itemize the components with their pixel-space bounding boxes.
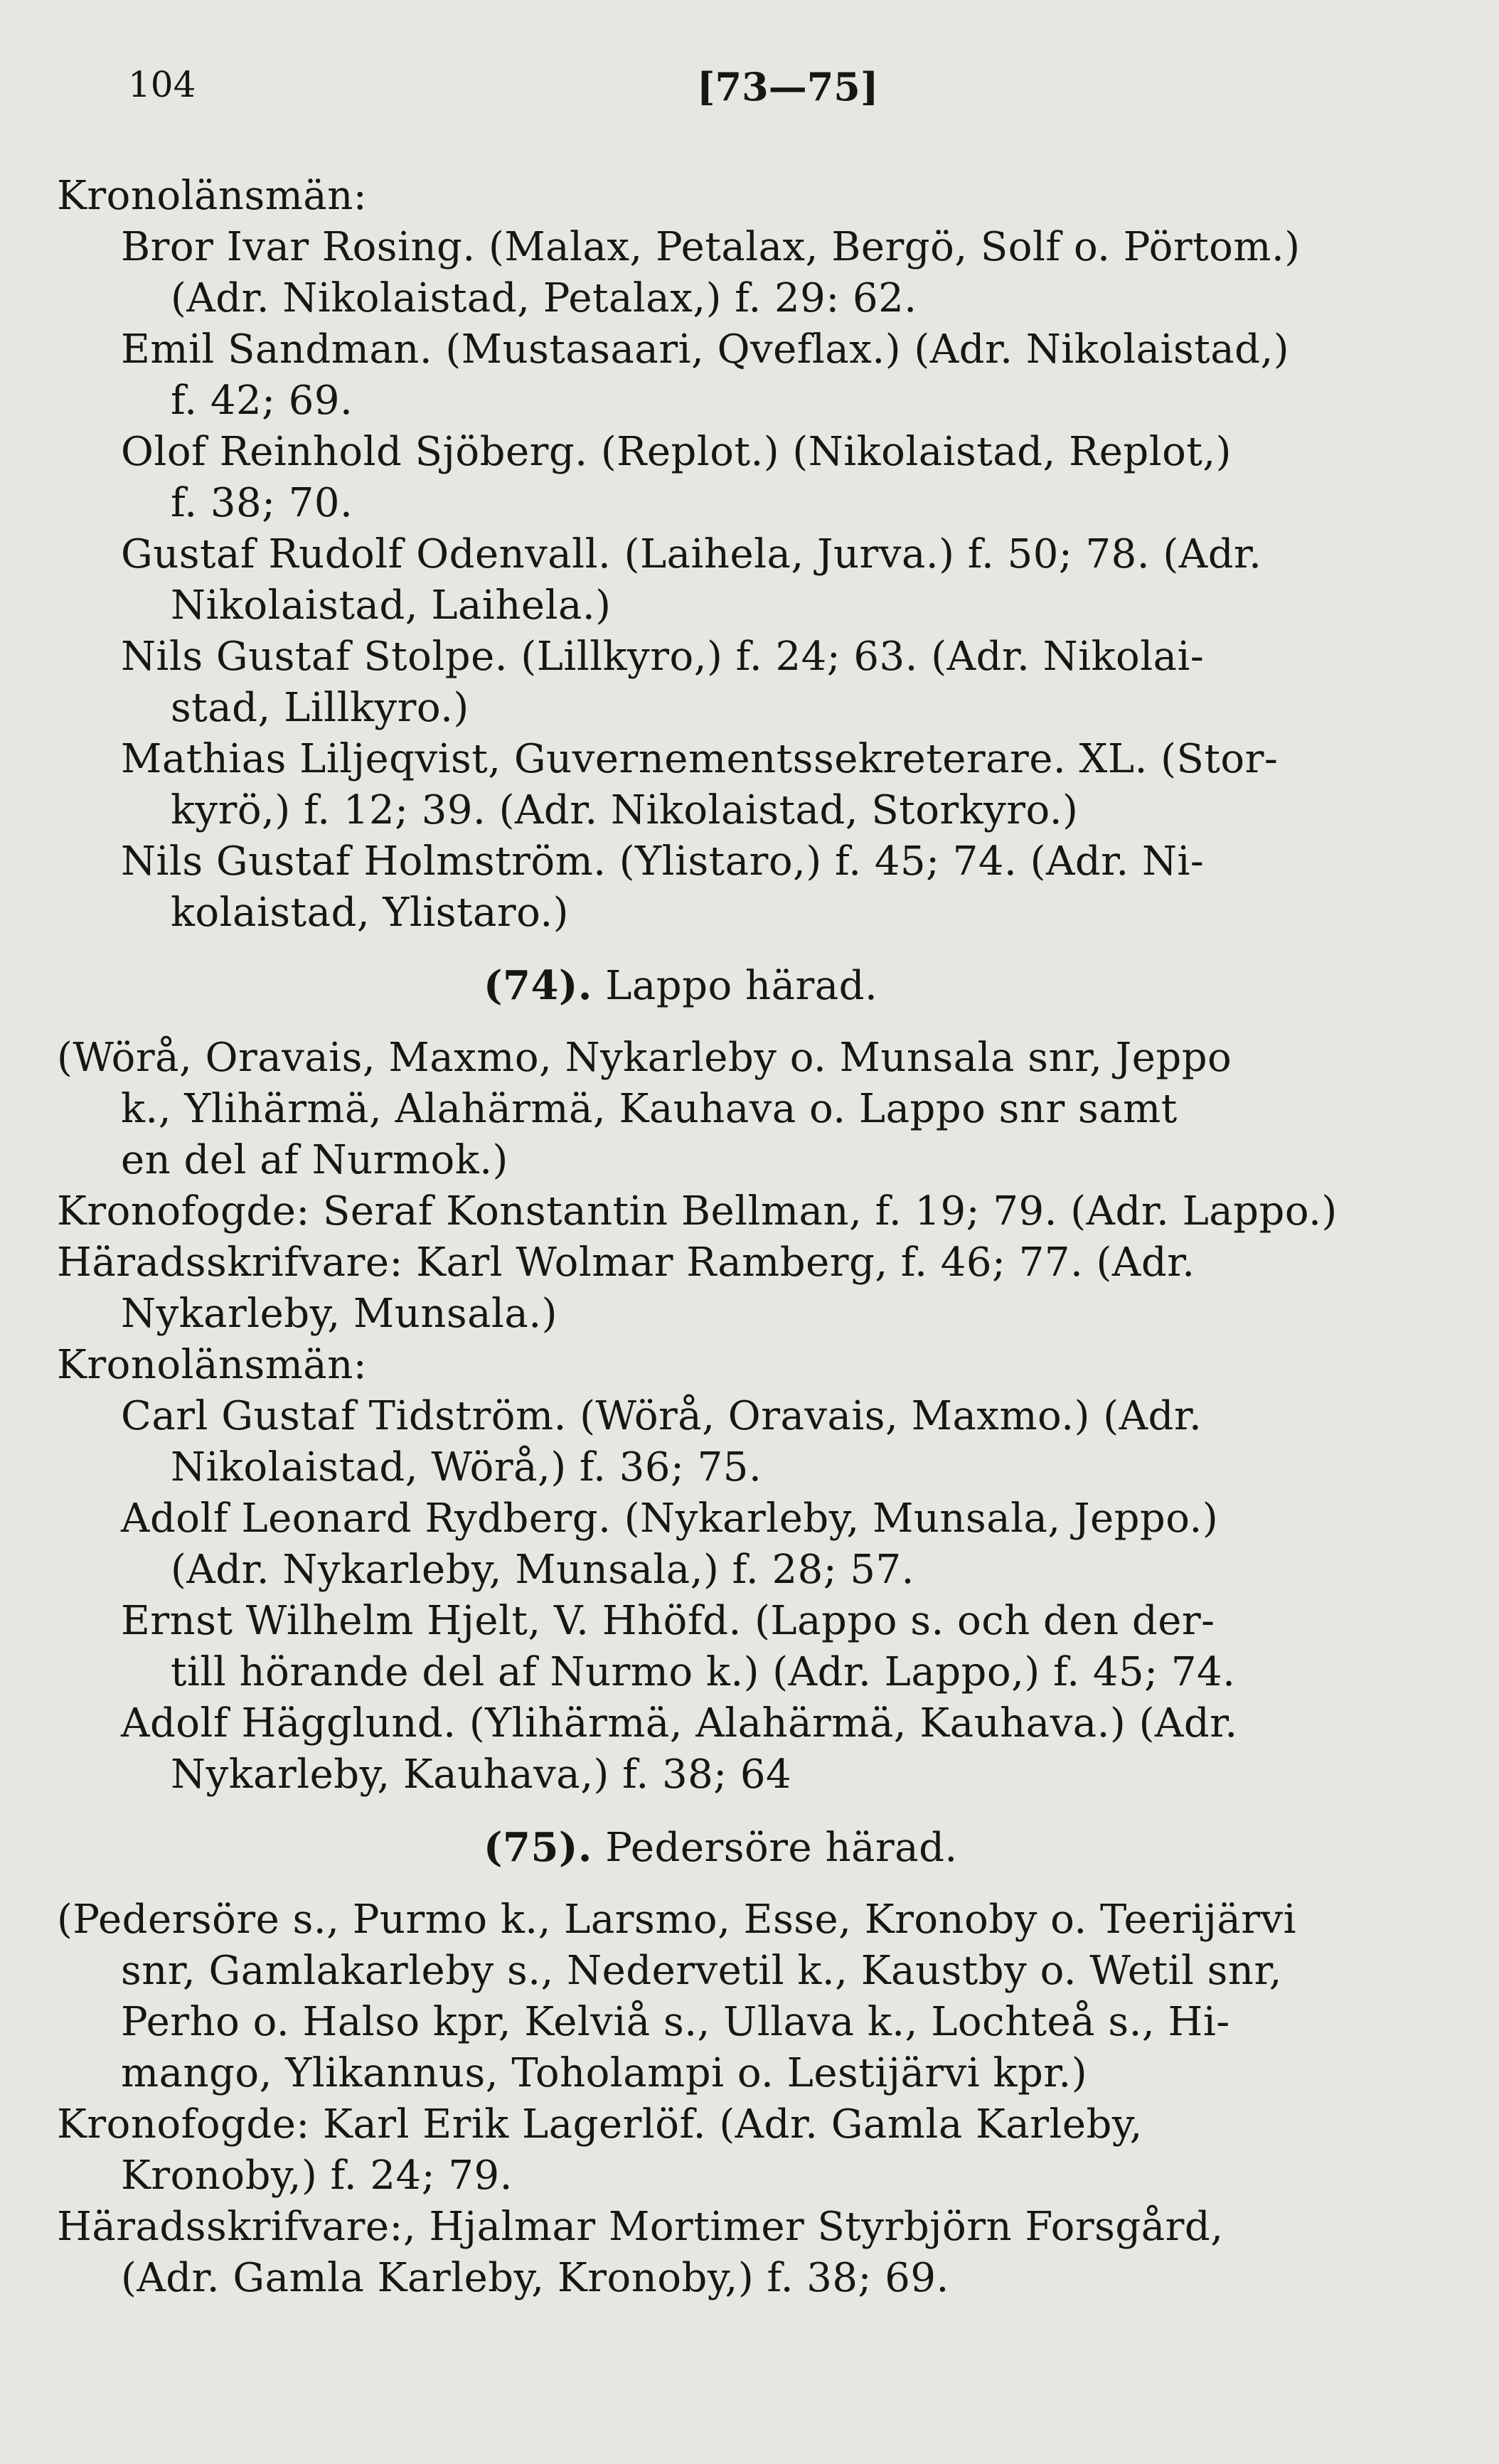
- entry-line: Carl Gustaf Tidström. (Wörå, Oravais, Maxmo.) (Adr.: [121, 1393, 1202, 1439]
- entry-line: Ernst Wilhelm Hjelt, V. Hhöfd. (Lappo s. och den der-: [121, 1598, 1215, 1644]
- entry-line: (Adr. Nykarleby, Munsala,) f. 28; 57.: [171, 1547, 914, 1593]
- section-number: (75).: [484, 1824, 592, 1871]
- entry-line: Nykarleby, Kauhava,) f. 38; 64: [171, 1751, 792, 1798]
- entry-line: Nikolaistad, Wörå,) f. 36; 75.: [171, 1444, 762, 1490]
- entry-line: (Adr. Gamla Karleby, Kronoby,) f. 38; 69.: [121, 2255, 949, 2301]
- entry-line: Mathias Liljeqvist, Guvernementssekreterare. XL. (Stor-: [121, 736, 1279, 782]
- page-body: [57, 171, 1465, 2304]
- page-range: [73—75]: [697, 64, 879, 110]
- entry-kronofogde: Kronofogde: Seraf Konstantin Bellman, f. 19; 79. (Adr. Lappo.): [57, 1188, 1338, 1234]
- entry-line: Adolf Hägglund. (Ylihärmä, Alahärmä, Kauhava.) (Adr.: [121, 1700, 1238, 1746]
- district-parishes: Perho o. Halso kpr, Kelviå s., Ullava k., Lochteå s., Hi-: [121, 1999, 1230, 2045]
- entry-line: Bror Ivar Rosing. (Malax, Petalax, Bergö, Solf o. Pörtom.): [121, 224, 1301, 270]
- entry-haradsskrifvare: Häradsskrifvare: Karl Wolmar Ramberg, f. 46; 77. (Adr.: [57, 1239, 1195, 1286]
- entry-line: Emil Sandman. (Mustasaari, Qveflax.) (Adr. Nikolaistad,): [121, 326, 1290, 373]
- district-parishes: (Wörå, Oravais, Maxmo, Nykarleby o. Munsala snr, Jeppo: [57, 1035, 1232, 1081]
- entry-line: Nils Gustaf Stolpe. (Lillkyro,) f. 24; 63. (Adr. Nikolai-: [121, 634, 1205, 680]
- entry-line: Kronoby,) f. 24; 79.: [121, 2153, 513, 2199]
- entry-haradsskrifvare: Häradsskrifvare:, Hjalmar Mortimer Styrbjörn Forsgård,: [57, 2204, 1224, 2250]
- entry-line: stad, Lillkyro.): [171, 685, 469, 731]
- section-heading-lappo: [57, 960, 1465, 1011]
- district-parishes: (Pedersöre s., Purmo k., Larsmo, Esse, Kronoby o. Teerijärvi: [57, 1897, 1297, 1943]
- entry-line: Nykarleby, Munsala.): [121, 1291, 558, 1337]
- page-header: [128, 64, 1479, 128]
- section-title: Pedersöre härad.: [605, 1825, 958, 1871]
- entry-kronofogde: Kronofogde: Karl Erik Lagerlöf. (Adr. Gamla Karleby,: [57, 2101, 1143, 2148]
- heading-kronolansman: Kronolänsmän:: [57, 173, 368, 219]
- entry-line: Adolf Leonard Rydberg. (Nykarleby, Munsala, Jeppo.): [121, 1495, 1219, 1542]
- entry-line: f. 38; 70.: [171, 480, 353, 526]
- entry-line: Olof Reinhold Sjöberg. (Replot.) (Nikolaistad, Replot,): [121, 429, 1232, 475]
- district-parishes: snr, Gamlakarleby s., Nedervetil k., Kaustby o. Wetil snr,: [121, 1948, 1282, 1994]
- entry-line: Nils Gustaf Holmström. (Ylistaro,) f. 45; 74. (Adr. Ni-: [121, 838, 1205, 885]
- entry-line: kolaistad, Ylistaro.): [171, 890, 569, 936]
- entry-line: Nikolaistad, Laihela.): [171, 582, 612, 629]
- section-number: (74).: [484, 962, 592, 1009]
- entry-line: Gustaf Rudolf Odenvall. (Laihela, Jurva.) f. 50; 78. (Adr.: [121, 531, 1262, 577]
- entry-line: (Adr. Nikolaistad, Petalax,) f. 29: 62.: [171, 275, 917, 321]
- page-number: 104: [128, 64, 196, 105]
- entry-line: kyrö,) f. 12; 39. (Adr. Nikolaistad, Storkyro.): [171, 787, 1079, 833]
- district-parishes: k., Ylihärmä, Alahärmä, Kauhava o. Lappo snr samt: [121, 1086, 1178, 1132]
- heading-kronolansman: Kronolänsmän:: [57, 1342, 368, 1388]
- section-title: Lappo härad.: [605, 963, 878, 1009]
- entry-line: till hörande del af Nurmo k.) (Adr. Lappo,) f. 45; 74.: [171, 1649, 1236, 1695]
- entry-line: f. 42; 69.: [171, 378, 353, 424]
- district-parishes: en del af Nurmok.): [121, 1137, 508, 1183]
- district-parishes: mango, Ylikannus, Toholampi o. Lestijärvi kpr.): [121, 2050, 1088, 2096]
- section-heading-pedersore: [57, 1822, 1465, 1873]
